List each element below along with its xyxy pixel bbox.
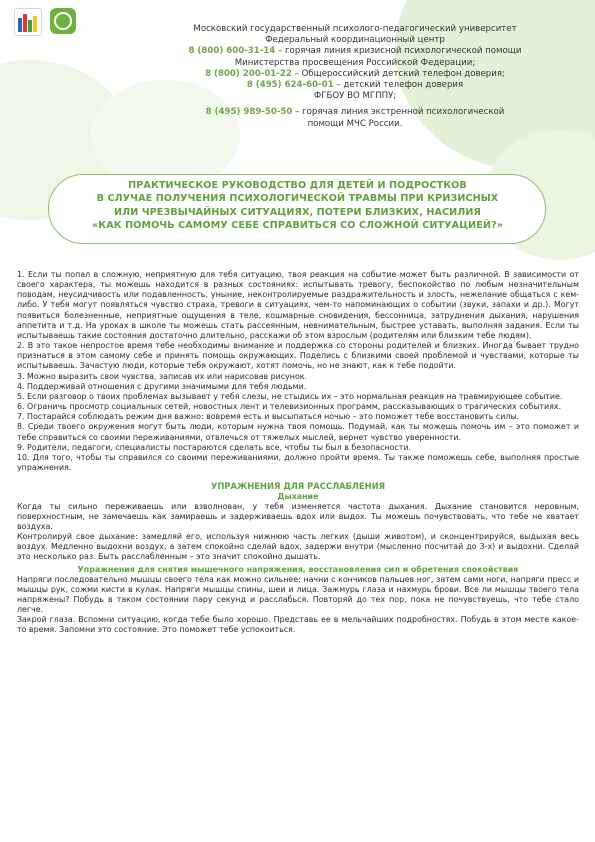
list-item: 6. Ограничь просмотр социальных сетей, новостных лент и телевизионных программ, рассказывающих о трагических событиях.	[17, 402, 562, 412]
phone-number[interactable]: 8 (800) 200-01-22	[205, 68, 292, 79]
list-item: 1. Если ты попал в сложную, неприятную для тебя ситуацию, твоя реакция на событие может быть различной. В зависимости от своего характера, ты можешь находится в разных состояниях: испытывать тревогу, беспокойство по любым незначительным поводам, неусидчивость или подавленность, уныние, неконтролируемые раздражительность и злость, нежелание общаться с кем-либо. У тебя могут появляться чувство страха, тревоги в ситуациях, чем-то напоминающих о событии (звуки, запахи и др.). Могут появиться болезненные, неприятные ощущения в теле, кошмарные сновидения, бессонница, затруднения дыхания, нарушения аппетита и т.д. На уроках в школе ты можешь стать рассеянным, невнимательным, быстрее уставать, выполняя задания. Если ты испытываешь такие состояния достаточно длительно, расскажи об этом взрослым (родителям или близким тебе людям).	[17, 270, 579, 340]
page-title: ПРАКТИЧЕСКОЕ РУКОВОДСТВО ДЛЯ ДЕТЕЙ И ПОДРОСТКОВ В СЛУЧАЕ ПОЛУЧЕНИЯ ПСИХОЛОГИЧЕСКОЙ ТРАВМЫ ПРИ КРИЗИСНЫХ ИЛИ ЧРЕЗВЫЧАЙНЫХ СИТУАЦИЯХ, ПОТЕРИ БЛИЗКИХ, НАСИЛИЯ «КАК ПОМОЧЬ САМОМУ СЕБЕ СПРАВИТЬСЯ СО СЛОЖНОЙ СИТУАЦИЕЙ?»	[91, 180, 504, 231]
main-content	[17, 270, 579, 636]
center-logo-icon	[50, 8, 76, 34]
paragraph: Когда ты сильно переживаешь или взволнован, у тебя изменяется частота дыхания. Дыхание становится неровным, поверхностным, не замечаешь как замираешь и задерживаешь вдох или выдох. Ты можешь почувствовать, что тебе не хватает воздуха.	[17, 501, 579, 531]
center-name: Федеральный координационный центр	[265, 35, 445, 46]
paragraph: Закрой глаза. Вспомни ситуацию, когда тебе было хорошо. Представь ее в мельчайших подробностях. Побудь в этом месте какое-то время. Запомни это состояние. Это поможет тебе успокоиться.	[17, 615, 579, 635]
paragraph: Контролируй свое дыхание: замедляй его, используя нижнюю часть легких (дыши животом), и сконцентрируйся, выдыхая весь воздух. Медленно выдохни воздух, а затем спокойно сделай вдох, задержи внутри (мысленно посчитай до 3-х) и выдохни. Сделай это несколько раз. Быть расслабленным – это значит спокойно дышать.	[17, 532, 579, 562]
logo-group	[14, 8, 76, 36]
paragraph: Напряги последовательно мышцы своего тела как можно сильнее: начни с кончиков пальцев ног, затем сами ноги, напряги пресс и мышцы рук, сожми кисти в кулак. Напряги мышцы спины, шеи и лица. Зажмурь глаза и нахмурь брови. Все ли мышцы твоего тела напряжены? Побудь в таком состоянии пару секунд и расслабься. Повторяй до тех пор, пока не почувствуешь, что тебе стало легче.	[17, 574, 579, 615]
contact-line: 8 (495) 624-60-01 – детский телефон доверия	[246, 80, 464, 91]
list-item: 10. Для того, чтобы ты справился со своими переживаниями, должно пройти время. Ты также поможешь себе, выполняя простые упражнения.	[17, 452, 579, 472]
list-item: 2. В это такое непростое время тебе необходимы внимание и поддержка со стороны родителей и близких. Иногда бывает трудно признаться в этом самому себе и принять помощь окружающих. Поделись с близкими своей проблемой и чувствами, которые ты испытываешь. Зачастую люди, которые тебя окружают, хотят помочь, но не знают, как к тебе подойти.	[17, 341, 579, 371]
list-item: 5. Если разговор о твоих проблемах вызывает у тебя слезы, не стыдись их – это нормальная реакция на травмирующее событие.	[17, 391, 563, 401]
section-title: УПРАЖНЕНИЯ ДЛЯ РАССЛАБЛЕНИЯ	[210, 481, 386, 492]
contact-line: 8 (800) 600-31-14 – горячая линия кризисной психологической помощи	[188, 46, 522, 57]
university-logo-icon	[14, 8, 42, 36]
list-item: 7. Постарайся соблюдать режим дня важно: вовремя есть и высыпаться ночью – это поможет тебе восстановить силы.	[17, 412, 520, 422]
subsection-title: Упражнения для снятия мышечного напряжения, восстановления сил и обретения спокойствия	[77, 564, 519, 574]
subsection-title: Дыхание	[277, 491, 319, 501]
phone-number[interactable]: 8 (495) 624-60-01	[246, 80, 334, 91]
contact-line: 8 (800) 200-01-22 – Общероссийский детский телефон доверия;	[205, 68, 505, 79]
list-item: 4. Поддерживай отношения с другими значимыми для тебя людьми.	[17, 381, 307, 391]
contact-line: 8 (495) 989-50-50 – горячая линия экстренной психологической	[205, 107, 505, 118]
phone-number[interactable]: 8 (495) 989-50-50	[205, 107, 293, 118]
list-item: 8. Среди твоего окружения могут быть люди, которым нужна твоя помощь. Подумай, как ты можешь помочь им – это поможет и тебе справиться со своими переживаниями, отвлечься от тяжелых мыслей, вернет чувство уверенности.	[17, 422, 579, 442]
contact-line: помощи МЧС России.	[307, 118, 403, 129]
header-contacts	[140, 24, 570, 130]
list-item: 3. Можно выразить свои чувства, записав их или нарисовав рисунок.	[17, 371, 308, 381]
list-item: 9. Родители, педагоги, специалисты постараются сделать все, чтобы ты был в безопасности.	[17, 442, 411, 452]
university-name: Московский государственный психолого-педагогический университет	[193, 24, 517, 34]
contact-line: Министерства просвещения Российской Федерации;	[234, 57, 476, 68]
contact-line: ФГБОУ ВО МГППУ;	[313, 91, 397, 102]
phone-number[interactable]: 8 (800) 600-31-14	[188, 46, 276, 57]
